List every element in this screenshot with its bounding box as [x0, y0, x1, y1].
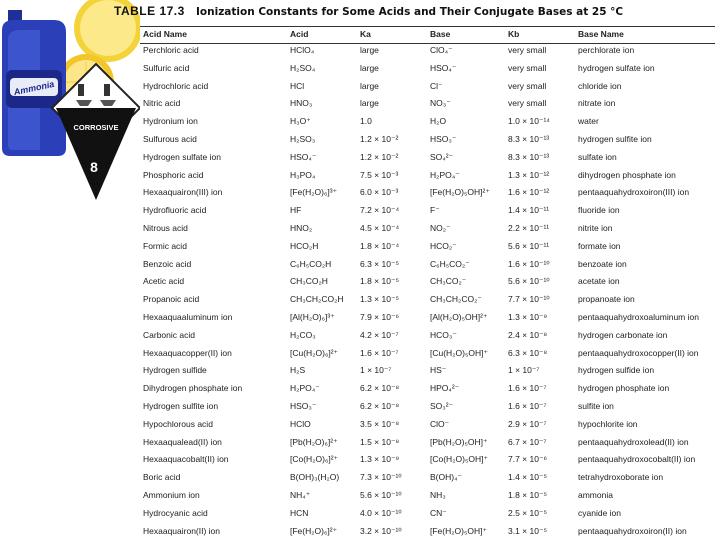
ka-cell: 6.2 × 10⁻⁸ — [360, 400, 400, 411]
table-row — [140, 417, 715, 435]
ka-cell: 5.6 × 10⁻¹⁰ — [360, 489, 402, 500]
header-base: Base — [430, 29, 451, 39]
kb-cell: 5.6 × 10⁻¹⁰ — [508, 276, 550, 287]
acid-formula-cell: [Cu(H₂O)₆]²⁺ — [290, 347, 339, 358]
kb-cell: 1.3 × 10⁻¹² — [508, 169, 550, 180]
bottle-label: Ammonia — [12, 78, 56, 98]
kb-cell: 1.3 × 10⁻⁹ — [508, 311, 548, 322]
hazard-illustration — [0, 0, 140, 200]
acid-name-cell: Hydrogen sulfate ion — [143, 151, 221, 162]
table-row — [140, 203, 715, 221]
base-name-cell: pentaaquahydroxocobalt(II) ion — [578, 454, 696, 465]
table-row — [140, 399, 715, 417]
kb-cell: 1.6 × 10⁻¹² — [508, 187, 550, 198]
kb-cell: 2.4 × 10⁻⁸ — [508, 329, 548, 340]
ka-cell: 4.5 × 10⁻⁴ — [360, 222, 400, 233]
acid-formula-cell: HClO₄ — [290, 45, 315, 55]
kb-cell: very small — [508, 80, 547, 91]
acid-name-cell: Hydrogen sulfide — [143, 365, 207, 376]
base-formula-cell: NO₂⁻ — [430, 222, 451, 233]
acid-formula-cell: H₃O⁺ — [290, 116, 311, 127]
acid-name-cell: Carbonic acid — [143, 329, 195, 340]
acid-name-cell: Benzoic acid — [143, 258, 192, 269]
table-row — [140, 274, 715, 292]
sign-number: 8 — [90, 159, 98, 175]
acid-formula-cell: HCO₂H — [290, 240, 319, 251]
base-formula-cell: Cl⁻ — [430, 80, 443, 91]
acid-name-cell: Sulfurous acid — [143, 133, 197, 144]
acid-formula-cell: CH₃CO₂H — [290, 276, 328, 287]
base-name-cell: water — [578, 116, 599, 127]
table-row — [140, 310, 715, 328]
base-name-cell: pentaaquahydroxolead(II) ion — [578, 436, 689, 447]
kb-cell: 1.4 × 10⁻¹¹ — [508, 205, 550, 216]
ka-cell: large — [360, 98, 379, 109]
kb-cell: 8.3 × 10⁻¹³ — [508, 133, 550, 144]
table-row — [140, 257, 715, 275]
acid-name-cell: Boric acid — [143, 472, 181, 483]
base-formula-cell: ClO⁻ — [430, 418, 450, 429]
table-header — [140, 26, 715, 44]
kb-cell: very small — [508, 98, 547, 109]
table-caption: Ionization Constants for Some Acids and Their Conjugate Bases at 25 °C — [196, 6, 624, 18]
kb-cell: 1.6 × 10⁻¹⁰ — [508, 258, 550, 269]
base-formula-cell: HS⁻ — [430, 365, 447, 376]
base-formula-cell: C₆H₅CO₂⁻ — [430, 258, 470, 269]
table-row — [140, 435, 715, 453]
base-formula-cell: [Fe(H₂O)₅OH]²⁺ — [430, 187, 490, 198]
acid-name-cell: Nitrous acid — [143, 222, 188, 233]
acid-formula-cell: H₂PO₄⁻ — [290, 383, 320, 394]
ka-cell: 1.8 × 10⁻⁴ — [360, 240, 400, 251]
table-body — [140, 43, 715, 541]
ka-cell: large — [360, 80, 379, 91]
ka-cell: 1.2 × 10⁻² — [360, 133, 399, 144]
base-formula-cell: [Al(H₂O)₅OH]²⁺ — [430, 311, 488, 322]
base-formula-cell: [Cu(H₂O)₅OH]⁺ — [430, 347, 488, 358]
acid-name-cell: Hydrocyanic acid — [143, 507, 208, 518]
base-formula-cell: F⁻ — [430, 205, 440, 216]
base-name-cell: perchlorate ion — [578, 45, 635, 55]
table-row — [140, 524, 715, 541]
header-acid: Acid — [290, 29, 309, 39]
ka-cell: 6.2 × 10⁻⁸ — [360, 383, 400, 394]
acid-name-cell: Dihydrogen phosphate ion — [143, 383, 243, 394]
kb-cell: 2.9 × 10⁻⁷ — [508, 418, 547, 429]
base-name-cell: pentaaquahydroxocopper(II) ion — [578, 347, 699, 358]
acid-formula-cell: HF — [290, 205, 302, 216]
acid-formula-cell: CH₃CH₂CO₂H — [290, 294, 344, 305]
base-name-cell: tetrahydroxoborate ion — [578, 472, 664, 483]
kb-cell: 1.8 × 10⁻⁵ — [508, 489, 547, 500]
base-formula-cell: H₂PO₄⁻ — [430, 169, 460, 180]
acid-name-cell: Ammonium ion — [143, 489, 200, 500]
base-name-cell: sulfite ion — [578, 400, 614, 411]
ka-cell: large — [360, 62, 379, 73]
kb-cell: 1.4 × 10⁻⁵ — [508, 472, 547, 483]
base-formula-cell: NO₃⁻ — [430, 98, 451, 109]
acid-name-cell: Hexaaquairon(II) ion — [143, 525, 221, 536]
sign-label: CORROSIVE — [73, 123, 119, 132]
base-formula-cell: NH₃ — [430, 489, 446, 500]
table-row — [140, 363, 715, 381]
kb-cell: very small — [508, 45, 547, 55]
kb-cell: 1.0 × 10⁻¹⁴ — [508, 116, 550, 127]
table-row — [140, 292, 715, 310]
base-name-cell: nitrate ion — [578, 98, 616, 109]
header-base-name: Base Name — [578, 29, 624, 39]
table-row — [140, 470, 715, 488]
kb-cell: 1.6 × 10⁻⁷ — [508, 400, 547, 411]
base-name-cell: pentaaquahydroxoaluminum ion — [578, 311, 699, 322]
acid-formula-cell: HClO — [290, 418, 311, 429]
base-name-cell: dihydrogen phosphate ion — [578, 169, 676, 180]
ka-cell: 4.0 × 10⁻¹⁰ — [360, 507, 402, 518]
base-name-cell: hydrogen carbonate ion — [578, 329, 668, 340]
kb-cell: 3.1 × 10⁻⁵ — [508, 525, 547, 536]
acid-name-cell: Hexaaquairon(III) ion — [143, 187, 223, 198]
ka-cell: 1 × 10⁻⁷ — [360, 365, 392, 376]
acid-formula-cell: [Al(H₂O)₆]³⁺ — [290, 311, 335, 322]
header-kb: Kb — [508, 29, 520, 39]
base-name-cell: hydrogen phosphate ion — [578, 383, 670, 394]
acid-name-cell: Hexaaqualead(II) ion — [143, 436, 222, 447]
table-row — [140, 452, 715, 470]
acid-name-cell: Propanoic acid — [143, 294, 200, 305]
table-row — [140, 239, 715, 257]
acid-formula-cell: HSO₄⁻ — [290, 151, 317, 162]
table-row — [140, 61, 715, 79]
acid-name-cell: Hexaaquacopper(II) ion — [143, 347, 232, 358]
ka-cell: 3.5 × 10⁻⁸ — [360, 418, 400, 429]
kb-cell: 1 × 10⁻⁷ — [508, 365, 540, 376]
base-name-cell: hydrogen sulfide ion — [578, 365, 655, 376]
acid-name-cell: Hydrogen sulfite ion — [143, 400, 219, 411]
table-row — [140, 43, 715, 61]
acid-name-cell: Hexaaquaaluminum ion — [143, 311, 233, 322]
base-name-cell: cyanide ion — [578, 507, 622, 518]
kb-cell: 8.3 × 10⁻¹³ — [508, 151, 550, 162]
table-row — [140, 150, 715, 168]
base-formula-cell: SO₄²⁻ — [430, 151, 454, 162]
base-name-cell: formate ion — [578, 240, 621, 251]
table-row — [140, 221, 715, 239]
acid-formula-cell: H₂SO₄ — [290, 62, 316, 73]
acid-formula-cell: [Fe(H₂O)₆]²⁺ — [290, 525, 338, 536]
acid-formula-cell: H₂CO₃ — [290, 329, 316, 340]
ka-cell: 1.8 × 10⁻⁵ — [360, 276, 399, 287]
ka-cell: 6.3 × 10⁻⁵ — [360, 258, 399, 269]
base-formula-cell: CH₃CH₂CO₂⁻ — [430, 294, 482, 305]
base-formula-cell: CN⁻ — [430, 507, 447, 518]
base-name-cell: pentaaquahydroxoiron(II) ion — [578, 525, 687, 536]
kb-cell: 1.6 × 10⁻⁷ — [508, 383, 547, 394]
acid-name-cell: Hydrofluoric acid — [143, 205, 207, 216]
table-row — [140, 346, 715, 364]
acid-name-cell: Hydronium ion — [143, 116, 198, 127]
base-name-cell: hydrogen sulfite ion — [578, 133, 652, 144]
ka-cell: 7.9 × 10⁻⁶ — [360, 311, 399, 322]
acid-formula-cell: B(OH)₃(H₂O) — [290, 472, 340, 483]
acid-formula-cell: H₂S — [290, 365, 306, 376]
acid-name-cell: Sulfuric acid — [143, 62, 190, 73]
acid-formula-cell: HCl — [290, 80, 305, 91]
base-formula-cell: HSO₃⁻ — [430, 133, 457, 144]
acid-name-cell: Acetic acid — [143, 276, 185, 287]
base-formula-cell: SO₃²⁻ — [430, 400, 454, 411]
base-formula-cell: B(OH)₄⁻ — [430, 472, 463, 483]
acid-formula-cell: H₃PO₄ — [290, 169, 316, 180]
base-formula-cell: HSO₄⁻ — [430, 62, 457, 73]
base-formula-cell: HPO₄²⁻ — [430, 383, 460, 394]
kb-cell: 7.7 × 10⁻¹⁰ — [508, 294, 550, 305]
base-formula-cell: CH₃CO₂⁻ — [430, 276, 467, 287]
table-row — [140, 132, 715, 150]
table-row — [140, 488, 715, 506]
ka-cell: 6.0 × 10⁻³ — [360, 187, 399, 198]
acid-name-cell: Hydrochloric acid — [143, 80, 209, 91]
ka-cell: 7.5 × 10⁻³ — [360, 169, 399, 180]
base-name-cell: ammonia — [578, 489, 613, 500]
base-name-cell: nitrite ion — [578, 222, 613, 233]
ka-cell: 7.2 × 10⁻⁴ — [360, 205, 400, 216]
base-name-cell: sulfate ion — [578, 151, 617, 162]
acid-formula-cell: [Pb(H₂O)₆]²⁺ — [290, 436, 338, 447]
table-row — [140, 79, 715, 97]
acid-formula-cell: HCN — [290, 507, 309, 518]
kb-cell: 6.7 × 10⁻⁷ — [508, 436, 547, 447]
kb-cell: 5.6 × 10⁻¹¹ — [508, 240, 550, 251]
base-name-cell: propanoate ion — [578, 294, 635, 305]
ka-cell: 7.3 × 10⁻¹⁰ — [360, 472, 402, 483]
kb-cell: 2.5 × 10⁻⁵ — [508, 507, 547, 518]
base-formula-cell: HCO₂⁻ — [430, 240, 457, 251]
table-row — [140, 328, 715, 346]
table-row — [140, 114, 715, 132]
ka-cell: 4.2 × 10⁻⁷ — [360, 329, 399, 340]
acid-formula-cell: [Co(H₂O)₆]²⁺ — [290, 454, 339, 465]
acid-formula-cell: NH₄⁺ — [290, 489, 311, 500]
ka-cell: 1.6 × 10⁻⁷ — [360, 347, 399, 358]
table-row — [140, 168, 715, 186]
table-row — [140, 381, 715, 399]
acid-formula-cell: C₆H₅CO₂H — [290, 258, 332, 269]
base-name-cell: acetate ion — [578, 276, 620, 287]
table-row — [140, 506, 715, 524]
base-formula-cell: H₂O — [430, 116, 447, 127]
ka-cell: 1.5 × 10⁻⁸ — [360, 436, 400, 447]
acid-name-cell: Hexaaquacobalt(II) ion — [143, 454, 229, 465]
acid-formula-cell: HNO₂ — [290, 222, 313, 233]
header-acid-name: Acid Name — [143, 29, 187, 39]
ka-cell: 3.2 × 10⁻¹⁰ — [360, 525, 402, 536]
base-name-cell: fluoride ion — [578, 205, 620, 216]
base-name-cell: hypochlorite ion — [578, 418, 638, 429]
table-row — [140, 96, 715, 114]
ka-cell: 1.0 — [360, 116, 372, 127]
acid-name-cell: Formic acid — [143, 240, 187, 251]
header-ka: Ka — [360, 29, 371, 39]
ka-cell: 1.2 × 10⁻² — [360, 151, 399, 162]
kb-cell: 6.3 × 10⁻⁸ — [508, 347, 548, 358]
base-name-cell: benzoate ion — [578, 258, 627, 269]
base-formula-cell: [Pb(H₂O)₅OH]⁺ — [430, 436, 488, 447]
base-formula-cell: HCO₃⁻ — [430, 329, 457, 340]
table-number: TABLE 17.3 — [114, 4, 185, 18]
ka-cell: 1.3 × 10⁻⁵ — [360, 294, 399, 305]
acid-name-cell: Perchloric acid — [143, 45, 199, 55]
base-formula-cell: [Co(H₂O)₅OH]⁺ — [430, 454, 488, 465]
ka-cell: large — [360, 45, 379, 55]
base-formula-cell: ClO₄⁻ — [430, 45, 453, 55]
ka-cell: 1.3 × 10⁻⁹ — [360, 454, 400, 465]
kb-cell: very small — [508, 62, 547, 73]
acid-formula-cell: H₂SO₃ — [290, 133, 316, 144]
acid-formula-cell: HNO₃ — [290, 98, 313, 109]
table-title — [114, 4, 714, 18]
acid-name-cell: Phosphoric acid — [143, 169, 204, 180]
acid-name-cell: Nitric acid — [143, 98, 181, 109]
base-name-cell: pentaaquahydroxoiron(III) ion — [578, 187, 690, 198]
ammonia-bottle-image — [2, 10, 66, 156]
acid-formula-cell: [Fe(H₂O)₆]³⁺ — [290, 187, 338, 198]
acid-formula-cell: HSO₃⁻ — [290, 400, 317, 411]
base-name-cell: hydrogen sulfate ion — [578, 62, 655, 73]
base-name-cell: chloride ion — [578, 80, 622, 91]
kb-cell: 7.7 × 10⁻⁶ — [508, 454, 547, 465]
acid-name-cell: Hypochlorous acid — [143, 418, 213, 429]
kb-cell: 2.2 × 10⁻¹¹ — [508, 222, 550, 233]
table-row — [140, 185, 715, 203]
base-formula-cell: [Fe(H₂O)₅OH]⁺ — [430, 525, 488, 536]
